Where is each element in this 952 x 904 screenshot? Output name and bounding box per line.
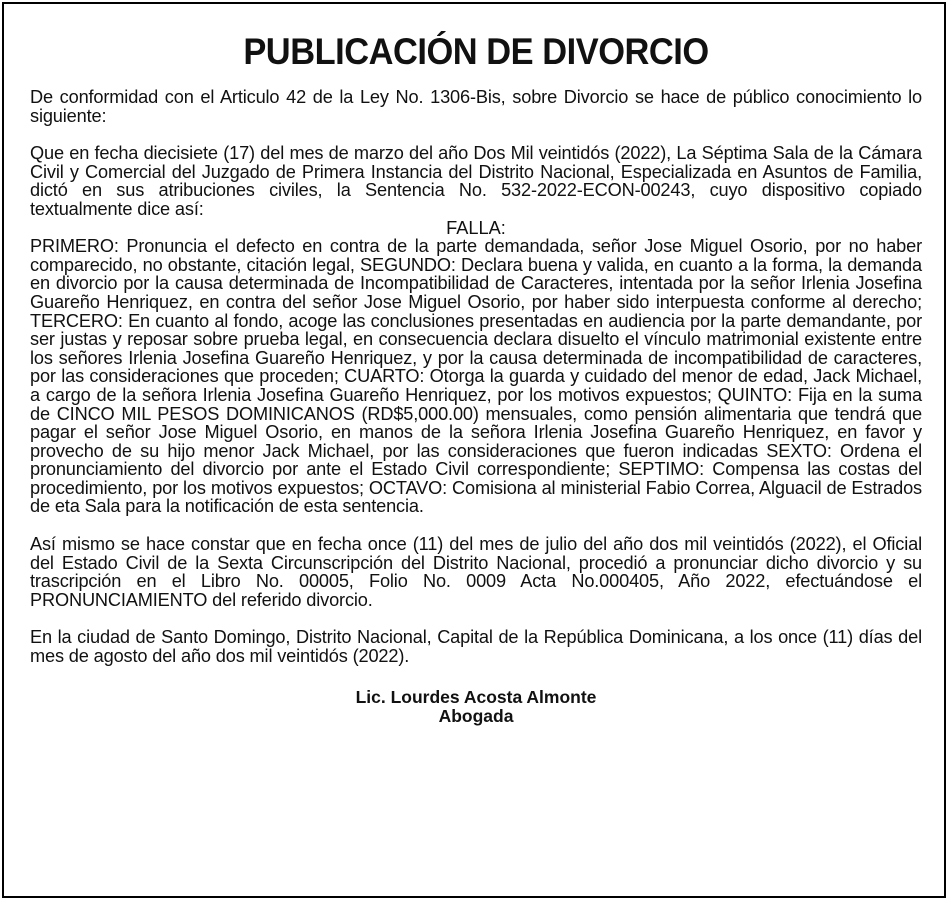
sentence-paragraph: Que en fecha diecisiete (17) del mes de marzo del año Dos Mil veintidós (2022), La Séptima Sala de la Cámara Civil y Comercial del Juzgado de Primera Instancia del Distrito Nacional, Especializada en Asuntos de Familia, dictó en sus atribuciones civiles, la Sentencia No. 532-2022-ECON-00243, cuyo dispositivo copiado textualmente dice así: — [30, 143, 922, 219]
notice-content — [30, 30, 922, 726]
pronouncement-paragraph: Así mismo se hace constar que en fecha once (11) del mes de julio del año dos mil veintidós (2022), el Oficial del Estado Civil de la Sexta Circunscripción del Distrito Nacional, procedió a pronunciar dicho divorcio y su trascripción en el Libro No. 00005, Folio No. 0009 Acta No.000405, Año 2022, efectuándose el PRONUNCIAMIENTO del referido divorcio. — [30, 534, 922, 610]
signature-block — [30, 688, 922, 726]
paragraph-spacer — [30, 125, 922, 144]
paragraph-spacer — [30, 516, 922, 535]
intro-paragraph: De conformidad con el Articulo 42 de la Ley No. 1306-Bis, sobre Divorcio se hace de público conocimiento lo siguiente: — [30, 87, 922, 126]
paragraph-spacer — [30, 609, 922, 628]
signature-name: Lic. Lourdes Acosta Almonte — [355, 686, 597, 707]
falla-text: PRIMERO: Pronuncia el defecto en contra de la parte demandada, señor Jose Miguel Osorio, por no haber comparecido, no obstante, citación legal, SEGUNDO: Declara buena y valida, en cuanto a la forma, la demanda en divorcio por la causa determinada de Incompatibilidad de Caracteres, intentada por la señor Irlenia Josefina Guareño Henriquez, en contra del señor Jose Miguel Osorio, por haber sido interpuesta conforme al derecho; TERCERO: En cuanto al fondo, acoge las conclusiones presentadas en audiencia por la parte demandante, por ser justas y reposar sobre prueba legal, en consecuencia declara disuelto el vínculo matrimonial existente entre los señores Irlenia Josefina Guareño Henriquez, y por la causa determinada de incompatibilidad de caracteres, por las consideraciones que proceden; CUARTO: Otorga la guarda y cuidado del menor de edad, Jack Michael, a cargo de la señora Irlenia Josefina Guareño Henriquez, por los motivos expuestos; QUINTO: Fija en la suma de CINCO MIL PESOS DOMINICANOS (RD$5,000.00) mensuales, como pensión alimentaria que tendrá que pagar el señor Jose Miguel Osorio, en manos de la señora Irlenia Josefina Guareño Henriquez, en favor y provecho de su hijo menor Jack Michael, por las consideraciones que fueron indicadas SEXTO: Ordena el pronunciamiento del divorcio por ante el Estado Civil correspondiente; SEPTIMO: Compensa las costas del procedimiento, por los motivos expuestos; OCTAVO: Comisiona al ministerial Fabio Correa, Alguacil de Estrados de eta Sala para la notificación de esta sentencia. — [30, 236, 922, 517]
signature-role: Abogada — [438, 705, 514, 726]
notice-title: PUBLICACIÓN DE DIVORCIO — [243, 31, 709, 72]
location-date-paragraph: En la ciudad de Santo Domingo, Distrito Nacional, Capital de la República Dominicana, a los once (11) días del mes de agosto del año dos mil veintidós (2022). — [30, 627, 922, 667]
falla-heading: FALLA: — [446, 217, 506, 238]
